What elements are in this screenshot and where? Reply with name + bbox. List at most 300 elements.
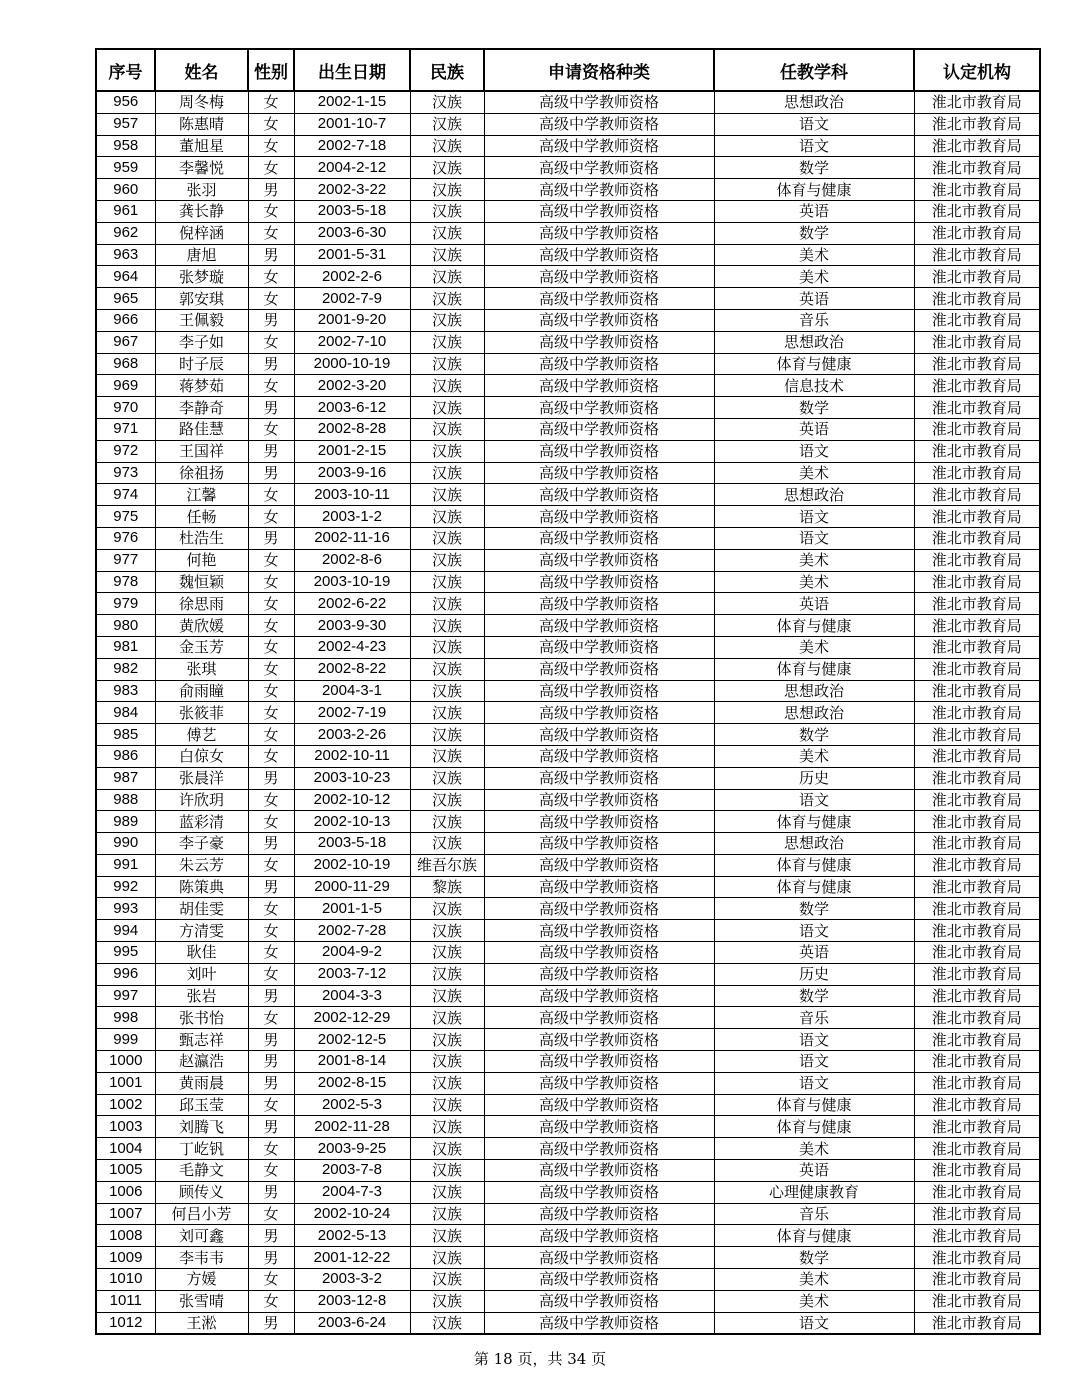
table-row [96,244,1040,266]
table-row [96,680,1040,702]
cell-subject: 语文 [714,440,914,462]
table-row [96,636,1040,658]
cell-birthdate: 2003-6-24 [294,1312,410,1334]
cell-subject: 英语 [714,593,914,615]
cell-gender: 女 [248,593,294,615]
cell-birthdate: 2002-1-15 [294,91,410,113]
cell-authority: 淮北市教育局 [914,1051,1040,1073]
cell-qualification: 高级中学教师资格 [484,200,714,222]
cell-name: 傅艺 [155,724,248,746]
table-row [96,571,1040,593]
cell-birthdate: 2002-10-19 [294,854,410,876]
header-cell-subject: 任教学科 [714,49,914,91]
cell-authority: 淮北市教育局 [914,462,1040,484]
page-footer: 第 18 页，共 34 页 [473,1350,607,1368]
cell-authority: 淮北市教育局 [914,375,1040,397]
cell-subject: 英语 [714,200,914,222]
cell-gender: 女 [248,745,294,767]
cell-name: 许欣玥 [155,789,248,811]
cell-qualification: 高级中学教师资格 [484,506,714,528]
cell-name: 白倞女 [155,745,248,767]
table-row [96,113,1040,135]
cell-gender: 女 [248,331,294,353]
cell-index: 1008 [96,1225,155,1247]
cell-birthdate: 2002-10-11 [294,745,410,767]
header-row [96,49,1040,91]
cell-name: 杜浩生 [155,527,248,549]
table-row [96,440,1040,462]
cell-name: 时子辰 [155,353,248,375]
cell-index: 983 [96,680,155,702]
cell-subject: 体育与健康 [714,1225,914,1247]
table-row [96,331,1040,353]
cell-qualification: 高级中学教师资格 [484,1203,714,1225]
cell-qualification: 高级中学教师资格 [484,266,714,288]
cell-subject: 语文 [714,135,914,157]
cell-birthdate: 2001-12-22 [294,1247,410,1269]
cell-index: 1003 [96,1116,155,1138]
cell-gender: 女 [248,113,294,135]
cell-ethnicity: 汉族 [410,179,484,201]
cell-name: 赵瀛浩 [155,1051,248,1073]
cell-qualification: 高级中学教师资格 [484,1138,714,1160]
table-row [96,418,1040,440]
cell-birthdate: 2003-3-2 [294,1269,410,1291]
cell-subject: 信息技术 [714,375,914,397]
cell-birthdate: 2002-7-18 [294,135,410,157]
cell-authority: 淮北市教育局 [914,1138,1040,1160]
cell-subject: 数学 [714,397,914,419]
cell-birthdate: 2002-11-16 [294,527,410,549]
cell-ethnicity: 汉族 [410,1094,484,1116]
cell-authority: 淮北市教育局 [914,789,1040,811]
cell-subject: 体育与健康 [714,658,914,680]
cell-ethnicity: 汉族 [410,135,484,157]
cell-name: 黄雨晨 [155,1072,248,1094]
cell-name: 刘叶 [155,963,248,985]
cell-name: 李子如 [155,331,248,353]
cell-authority: 淮北市教育局 [914,615,1040,637]
cell-gender: 男 [248,1072,294,1094]
cell-authority: 淮北市教育局 [914,91,1040,113]
header-cell-birthdate: 出生日期 [294,49,410,91]
cell-gender: 男 [248,397,294,419]
cell-qualification: 高级中学教师资格 [484,593,714,615]
cell-name: 王佩毅 [155,309,248,331]
cell-qualification: 高级中学教师资格 [484,942,714,964]
cell-qualification: 高级中学教师资格 [484,1116,714,1138]
cell-ethnicity: 汉族 [410,157,484,179]
cell-birthdate: 2003-6-12 [294,397,410,419]
cell-ethnicity: 汉族 [410,1007,484,1029]
cell-authority: 淮北市教育局 [914,1203,1040,1225]
cell-qualification: 高级中学教师资格 [484,375,714,397]
cell-ethnicity: 汉族 [410,1138,484,1160]
cell-ethnicity: 汉族 [410,1247,484,1269]
cell-name: 任畅 [155,506,248,528]
cell-name: 蒋梦茹 [155,375,248,397]
table-row [96,135,1040,157]
table-row [96,876,1040,898]
cell-authority: 淮北市教育局 [914,680,1040,702]
cell-qualification: 高级中学教师资格 [484,1029,714,1051]
cell-gender: 男 [248,462,294,484]
table-row [96,833,1040,855]
cell-gender: 男 [248,353,294,375]
cell-index: 1010 [96,1269,155,1291]
cell-index: 961 [96,200,155,222]
table-row [96,985,1040,1007]
cell-authority: 淮北市教育局 [914,985,1040,1007]
table-row [96,658,1040,680]
cell-birthdate: 2003-7-8 [294,1160,410,1182]
cell-qualification: 高级中学教师资格 [484,898,714,920]
cell-gender: 男 [248,985,294,1007]
cell-authority: 淮北市教育局 [914,266,1040,288]
cell-qualification: 高级中学教师资格 [484,222,714,244]
cell-name: 陈策典 [155,876,248,898]
cell-index: 991 [96,854,155,876]
cell-subject: 英语 [714,418,914,440]
table-row [96,1072,1040,1094]
cell-subject: 美术 [714,1138,914,1160]
cell-name: 徐祖扬 [155,462,248,484]
cell-subject: 数学 [714,222,914,244]
cell-gender: 男 [248,1181,294,1203]
cell-ethnicity: 汉族 [410,1203,484,1225]
cell-ethnicity: 汉族 [410,288,484,310]
cell-subject: 体育与健康 [714,876,914,898]
cell-authority: 淮北市教育局 [914,1181,1040,1203]
cell-authority: 淮北市教育局 [914,309,1040,331]
cell-index: 988 [96,789,155,811]
cell-birthdate: 2004-7-3 [294,1181,410,1203]
cell-authority: 淮北市教育局 [914,745,1040,767]
header-cell-name: 姓名 [155,49,248,91]
cell-index: 960 [96,179,155,201]
cell-qualification: 高级中学教师资格 [484,811,714,833]
cell-ethnicity: 汉族 [410,571,484,593]
cell-ethnicity: 汉族 [410,440,484,462]
cell-index: 974 [96,484,155,506]
cell-ethnicity: 汉族 [410,745,484,767]
cell-birthdate: 2003-10-11 [294,484,410,506]
cell-index: 968 [96,353,155,375]
cell-index: 959 [96,157,155,179]
cell-qualification: 高级中学教师资格 [484,113,714,135]
table-row [96,1312,1040,1334]
cell-gender: 男 [248,1116,294,1138]
cell-name: 刘腾飞 [155,1116,248,1138]
cell-gender: 女 [248,789,294,811]
cell-name: 李子豪 [155,833,248,855]
cell-subject: 体育与健康 [714,811,914,833]
cell-index: 977 [96,549,155,571]
cell-name: 张梦璇 [155,266,248,288]
cell-authority: 淮北市教育局 [914,833,1040,855]
cell-name: 张羽 [155,179,248,201]
table-row [96,266,1040,288]
cell-ethnicity: 汉族 [410,833,484,855]
cell-authority: 淮北市教育局 [914,636,1040,658]
cell-birthdate: 2002-8-15 [294,1072,410,1094]
cell-authority: 淮北市教育局 [914,920,1040,942]
table-row [96,309,1040,331]
table-row [96,200,1040,222]
cell-authority: 淮北市教育局 [914,963,1040,985]
cell-index: 963 [96,244,155,266]
cell-name: 毛静文 [155,1160,248,1182]
cell-subject: 历史 [714,963,914,985]
table-row [96,789,1040,811]
cell-birthdate: 2002-7-28 [294,920,410,942]
cell-birthdate: 2002-10-24 [294,1203,410,1225]
cell-subject: 美术 [714,636,914,658]
cell-index: 995 [96,942,155,964]
cell-name: 张岩 [155,985,248,1007]
cell-ethnicity: 汉族 [410,789,484,811]
cell-birthdate: 2002-6-22 [294,593,410,615]
cell-index: 970 [96,397,155,419]
cell-birthdate: 2002-8-6 [294,549,410,571]
cell-name: 金玉芳 [155,636,248,658]
table-row [96,1269,1040,1291]
cell-name: 江馨 [155,484,248,506]
cell-ethnicity: 汉族 [410,920,484,942]
cell-birthdate: 2002-7-10 [294,331,410,353]
cell-subject: 语文 [714,1051,914,1073]
table-row [96,767,1040,789]
header-cell-ethnicity: 民族 [410,49,484,91]
cell-ethnicity: 汉族 [410,331,484,353]
cell-qualification: 高级中学教师资格 [484,724,714,746]
cell-birthdate: 2003-9-30 [294,615,410,637]
cell-birthdate: 2002-7-9 [294,288,410,310]
cell-qualification: 高级中学教师资格 [484,985,714,1007]
cell-subject: 语文 [714,789,914,811]
cell-birthdate: 2003-10-19 [294,571,410,593]
cell-birthdate: 2003-9-25 [294,1138,410,1160]
cell-gender: 女 [248,266,294,288]
table-row [96,222,1040,244]
cell-index: 996 [96,963,155,985]
cell-gender: 女 [248,658,294,680]
cell-index: 999 [96,1029,155,1051]
cell-subject: 思想政治 [714,680,914,702]
cell-birthdate: 2002-10-12 [294,789,410,811]
table-row [96,702,1040,724]
cell-subject: 音乐 [714,309,914,331]
cell-index: 980 [96,615,155,637]
cell-subject: 美术 [714,571,914,593]
cell-ethnicity: 汉族 [410,353,484,375]
cell-qualification: 高级中学教师资格 [484,484,714,506]
cell-birthdate: 2002-4-23 [294,636,410,658]
cell-qualification: 高级中学教师资格 [484,615,714,637]
cell-gender: 男 [248,767,294,789]
cell-birthdate: 2003-12-8 [294,1290,410,1312]
cell-name: 魏恒颖 [155,571,248,593]
table-row [96,397,1040,419]
cell-authority: 淮北市教育局 [914,593,1040,615]
cell-qualification: 高级中学教师资格 [484,833,714,855]
cell-subject: 语文 [714,506,914,528]
cell-gender: 女 [248,615,294,637]
cell-index: 964 [96,266,155,288]
cell-index: 1000 [96,1051,155,1073]
cell-authority: 淮北市教育局 [914,506,1040,528]
cell-name: 黄欣媛 [155,615,248,637]
cell-gender: 女 [248,636,294,658]
table-row [96,1051,1040,1073]
cell-gender: 男 [248,1312,294,1334]
cell-subject: 语文 [714,1312,914,1334]
cell-subject: 体育与健康 [714,353,914,375]
cell-subject: 体育与健康 [714,1116,914,1138]
cell-gender: 女 [248,288,294,310]
cell-birthdate: 2003-5-18 [294,200,410,222]
cell-subject: 体育与健康 [714,615,914,637]
cell-gender: 男 [248,1225,294,1247]
cell-index: 978 [96,571,155,593]
header-cell-gender: 性别 [248,49,294,91]
cell-gender: 女 [248,418,294,440]
cell-ethnicity: 汉族 [410,549,484,571]
cell-authority: 淮北市教育局 [914,1007,1040,1029]
cell-gender: 男 [248,309,294,331]
cell-name: 倪梓涵 [155,222,248,244]
cell-index: 990 [96,833,155,855]
cell-qualification: 高级中学教师资格 [484,789,714,811]
cell-birthdate: 2002-3-22 [294,179,410,201]
cell-birthdate: 2003-5-18 [294,833,410,855]
cell-name: 甄志祥 [155,1029,248,1051]
table-row [96,942,1040,964]
cell-subject: 思想政治 [714,833,914,855]
cell-ethnicity: 汉族 [410,593,484,615]
cell-gender: 女 [248,854,294,876]
cell-ethnicity: 汉族 [410,963,484,985]
cell-name: 张晨洋 [155,767,248,789]
cell-authority: 淮北市教育局 [914,244,1040,266]
table-row [96,91,1040,113]
cell-index: 982 [96,658,155,680]
cell-index: 971 [96,418,155,440]
cell-gender: 男 [248,179,294,201]
cell-authority: 淮北市教育局 [914,1072,1040,1094]
cell-gender: 女 [248,702,294,724]
table-row [96,920,1040,942]
cell-name: 张书怡 [155,1007,248,1029]
cell-index: 994 [96,920,155,942]
cell-ethnicity: 汉族 [410,658,484,680]
table-row [96,1116,1040,1138]
cell-subject: 美术 [714,462,914,484]
cell-ethnicity: 汉族 [410,375,484,397]
cell-qualification: 高级中学教师资格 [484,571,714,593]
cell-index: 1007 [96,1203,155,1225]
cell-birthdate: 2001-2-15 [294,440,410,462]
cell-authority: 淮北市教育局 [914,767,1040,789]
cell-index: 1004 [96,1138,155,1160]
cell-qualification: 高级中学教师资格 [484,963,714,985]
cell-authority: 淮北市教育局 [914,179,1040,201]
cell-index: 979 [96,593,155,615]
cell-name: 徐思雨 [155,593,248,615]
cell-subject: 语文 [714,1072,914,1094]
roster-table-container [95,48,1041,1335]
cell-birthdate: 2003-10-23 [294,767,410,789]
cell-subject: 历史 [714,767,914,789]
cell-index: 957 [96,113,155,135]
cell-subject: 英语 [714,1160,914,1182]
cell-ethnicity: 汉族 [410,200,484,222]
cell-birthdate: 2002-12-29 [294,1007,410,1029]
cell-name: 邱玉莹 [155,1094,248,1116]
cell-authority: 淮北市教育局 [914,1269,1040,1291]
cell-qualification: 高级中学教师资格 [484,157,714,179]
cell-gender: 女 [248,200,294,222]
cell-birthdate: 2004-2-12 [294,157,410,179]
cell-index: 965 [96,288,155,310]
cell-authority: 淮北市教育局 [914,898,1040,920]
cell-subject: 美术 [714,1269,914,1291]
cell-name: 唐旭 [155,244,248,266]
cell-qualification: 高级中学教师资格 [484,1094,714,1116]
cell-gender: 男 [248,833,294,855]
cell-subject: 英语 [714,288,914,310]
cell-ethnicity: 汉族 [410,702,484,724]
cell-name: 李馨悦 [155,157,248,179]
cell-authority: 淮北市教育局 [914,1160,1040,1182]
cell-subject: 美术 [714,244,914,266]
cell-authority: 淮北市教育局 [914,135,1040,157]
cell-gender: 女 [248,1160,294,1182]
cell-authority: 淮北市教育局 [914,418,1040,440]
cell-authority: 淮北市教育局 [914,724,1040,746]
cell-name: 王淞 [155,1312,248,1334]
cell-ethnicity: 汉族 [410,898,484,920]
cell-ethnicity: 汉族 [410,462,484,484]
cell-qualification: 高级中学教师资格 [484,1269,714,1291]
cell-birthdate: 2000-10-19 [294,353,410,375]
cell-index: 987 [96,767,155,789]
cell-authority: 淮北市教育局 [914,222,1040,244]
cell-gender: 女 [248,724,294,746]
cell-birthdate: 2002-3-20 [294,375,410,397]
cell-authority: 淮北市教育局 [914,571,1040,593]
cell-name: 陈惠晴 [155,113,248,135]
cell-qualification: 高级中学教师资格 [484,920,714,942]
cell-name: 路佳慧 [155,418,248,440]
cell-subject: 心理健康教育 [714,1181,914,1203]
cell-ethnicity: 汉族 [410,636,484,658]
cell-ethnicity: 汉族 [410,1116,484,1138]
cell-qualification: 高级中学教师资格 [484,440,714,462]
cell-ethnicity: 汉族 [410,615,484,637]
cell-qualification: 高级中学教师资格 [484,1072,714,1094]
cell-subject: 数学 [714,985,914,1007]
cell-gender: 男 [248,876,294,898]
table-row [96,506,1040,528]
cell-gender: 女 [248,680,294,702]
cell-index: 962 [96,222,155,244]
cell-gender: 女 [248,1094,294,1116]
cell-authority: 淮北市教育局 [914,1290,1040,1312]
cell-authority: 淮北市教育局 [914,1116,1040,1138]
cell-ethnicity: 汉族 [410,244,484,266]
cell-birthdate: 2002-7-19 [294,702,410,724]
